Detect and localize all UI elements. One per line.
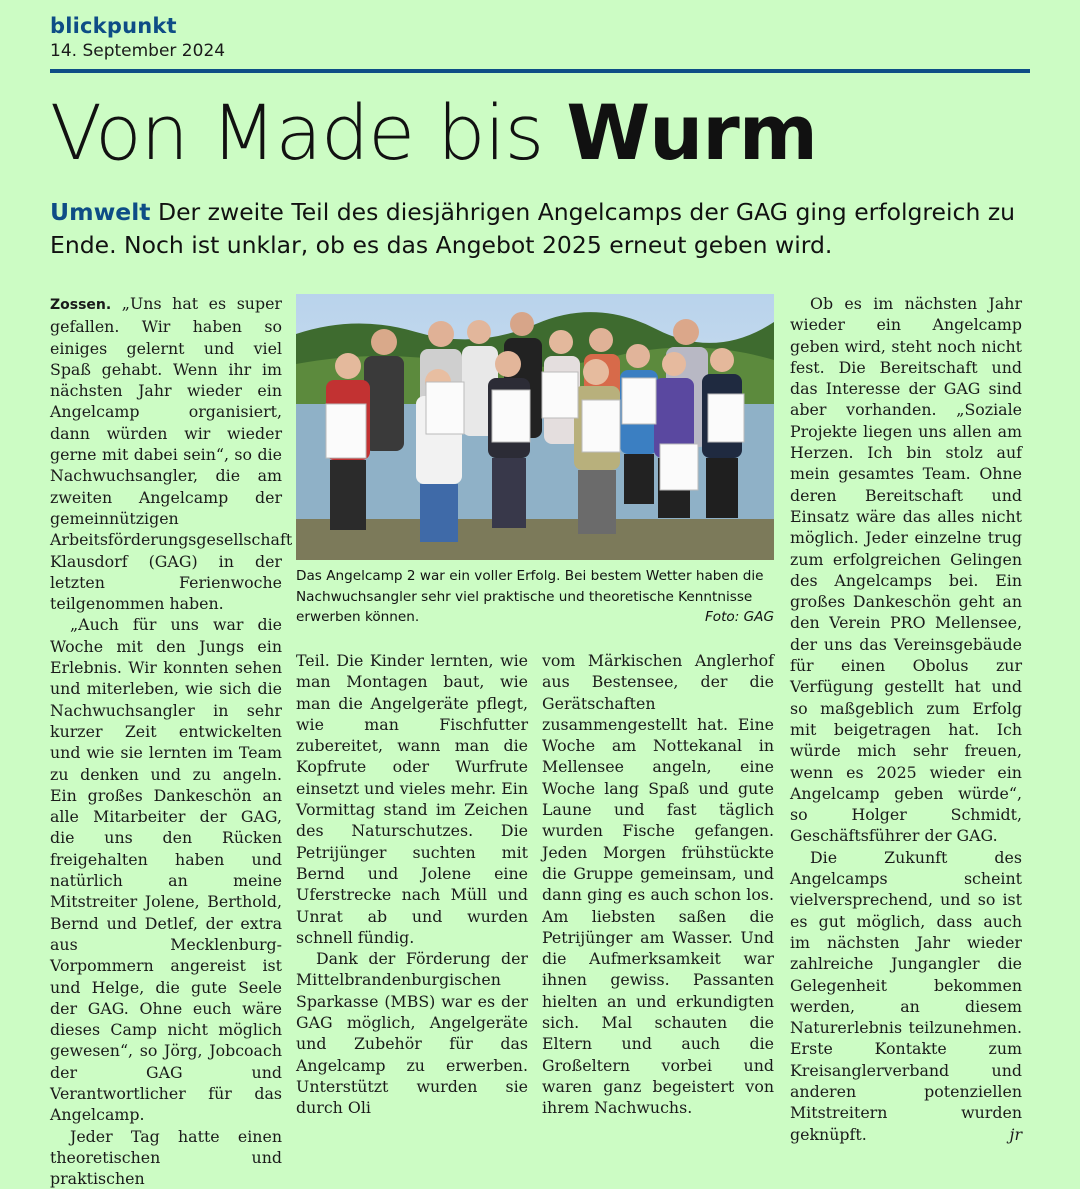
paragraph	[50, 293, 293, 614]
header-divider	[50, 69, 1030, 73]
author-signature: jr	[1009, 1124, 1022, 1144]
paragraph-text: „Uns hat es super gefallen. Wir haben so einiges gelernt und viel Spaß gehabt. Wenn ihr im nächsten Jahr wieder ein Angelcamp organisiert, dann würden wir wieder gerne mit dabei sein“, so die Nachwuchsangler, die am zweiten Angelcamp der gemeinnützigen Arbeitsförderungsgesellschaft Klausdorf (GAG) in der letzten Ferienwoche teilgenommen haben.	[50, 294, 293, 614]
article-photo	[296, 294, 774, 560]
paragraph-text: Die Zukunft des Angelcamps scheint vielversprechend, und so ist es gut möglich, dass auch im nächsten Jahr wieder zahlreiche Jungangler die Gelegenheit bekommen werden, an diesem Naturerlebnis teilzunehmen. Erste Kontakte zum Kreisanglerverband und anderen potenziellen Mitstreitern wurden geknüpft.	[790, 847, 1022, 1144]
paragraph: vom Märkischen Anglerhof aus Bestensee, der die Gerätschaften zusammengestellt hat. Eine Woche am Nottekanal in Mellensee angeln, eine Woche lang Spaß und gute Laune und fast täglich wurden Fische gefangen. Jeden Morgen frühstückte die Gruppe gemeinsam, und dann ging es auch schon los. Am liebsten saßen die Petrijünger am Wasser. Und die Aufmerksamkeit war ihnen gewiss. Passanten hielten an und erkundigten sich. Mal schauten die Eltern und auch die Großeltern vorbei und waren ganz begeistert von ihrem Nachwuchs.	[542, 651, 774, 1118]
photo-caption	[296, 566, 774, 628]
article-headline	[50, 88, 817, 177]
paragraph: Jeder Tag hatte einen theoretischen und praktischen	[50, 1126, 282, 1189]
text-column-3	[542, 650, 774, 1119]
paragraph: Ob es im nächsten Jahr wieder ein Angelcamp geben wird, steht noch nicht fest. Die Bereitschaft und das Interesse der GAG sind aber vorhanden. „Soziale Projekte liegen uns allen am Herzen. Ich bin stolz auf mein gesamtes Team. Ohne deren Bereitschaft und Einsatz wäre das alles nicht möglich. Jeder einzelne trug zum erfolgreichen Gelingen des Angelcamps bei. Ein großes Dankeschön geht an den Verein PRO Mellensee, der uns das Vereinsgebäude für einen Obolus zur Verfügung gestellt hat und so maßgeblich zum Erfolg mit beigetragen hat. Ich würde mich sehr freuen, wenn es 2025 wieder ein Angelcamp geben würde“, so Holger Schmidt, Geschäftsführer der GAG.	[790, 294, 1022, 846]
publication-brand: blickpunkt	[50, 14, 177, 38]
headline-bold: Wurm	[566, 88, 817, 177]
lead-text: Der zweite Teil des diesjährigen Angelcamps der GAG ging erfolgreich zu Ende. Noch ist unklar, ob es das Angebot 2025 erneut geben wird.	[50, 198, 1016, 259]
paragraph: Teil. Die Kinder lernten, wie man Montagen baut, wie man die Angelgeräte pflegt, wie man Fischfutter zubereitet, wann man die Kopfrute oder Wurfrute einsetzt und vieles mehr. Ein Vormittag stand im Zeichen des Naturschutzes. Die Petrijünger suchten mit Bernd und Jolene eine Uferstrecke nach Müll und Unrat ab und wurden schnell fündig.	[296, 651, 528, 947]
paragraph	[790, 847, 1022, 1145]
text-column-4	[790, 293, 1022, 1145]
topic-tag: Umwelt	[50, 198, 151, 226]
text-column-2	[296, 650, 528, 1119]
group-photo-illustration	[296, 294, 774, 560]
caption-text: Das Angelcamp 2 war ein voller Erfolg. Bei bestem Wetter haben die Nachwuchsangler sehr viel praktische und theoretische Kenntnisse erwerben können.	[296, 568, 764, 625]
photo-credit: Foto: GAG	[704, 609, 774, 625]
headline-light: Von Made bis	[50, 88, 567, 177]
article-lead	[50, 196, 1030, 262]
paragraph: Dank der Förderung der Mittelbrandenburgischen Sparkasse (MBS) war es der GAG möglich, Angelgeräte und Zubehör für das Angelcamp zu erwerben. Unterstützt wurden sie durch Oli	[296, 949, 528, 1118]
text-column-1	[50, 293, 293, 1189]
publication-date: 14. September 2024	[50, 41, 226, 61]
paragraph: „Auch für uns war die Woche mit den Jungs ein Erlebnis. Wir konnten sehen und miterleben, wie sich die Nachwuchsangler in sehr kurzer Zeit entwickelten und wie sie lernten im Team zu denken und zu angeln. Ein großes Dankeschön an alle Mitarbeiter der GAG, die uns den Rücken freigehalten haben und natürlich an meine Mitstreiter Jolene, Berthold, Bernd und Detlef, der extra aus Mecklenburg-Vorpommern angereist ist und Helge, die gute Seele der GAG. Ohne euch wäre dieses Camp nicht möglich gewesen“, so Jörg, Jobcoach der GAG und Verantwortlicher für das Angelcamp.	[50, 615, 282, 1125]
dateline: Zossen.	[50, 297, 112, 313]
